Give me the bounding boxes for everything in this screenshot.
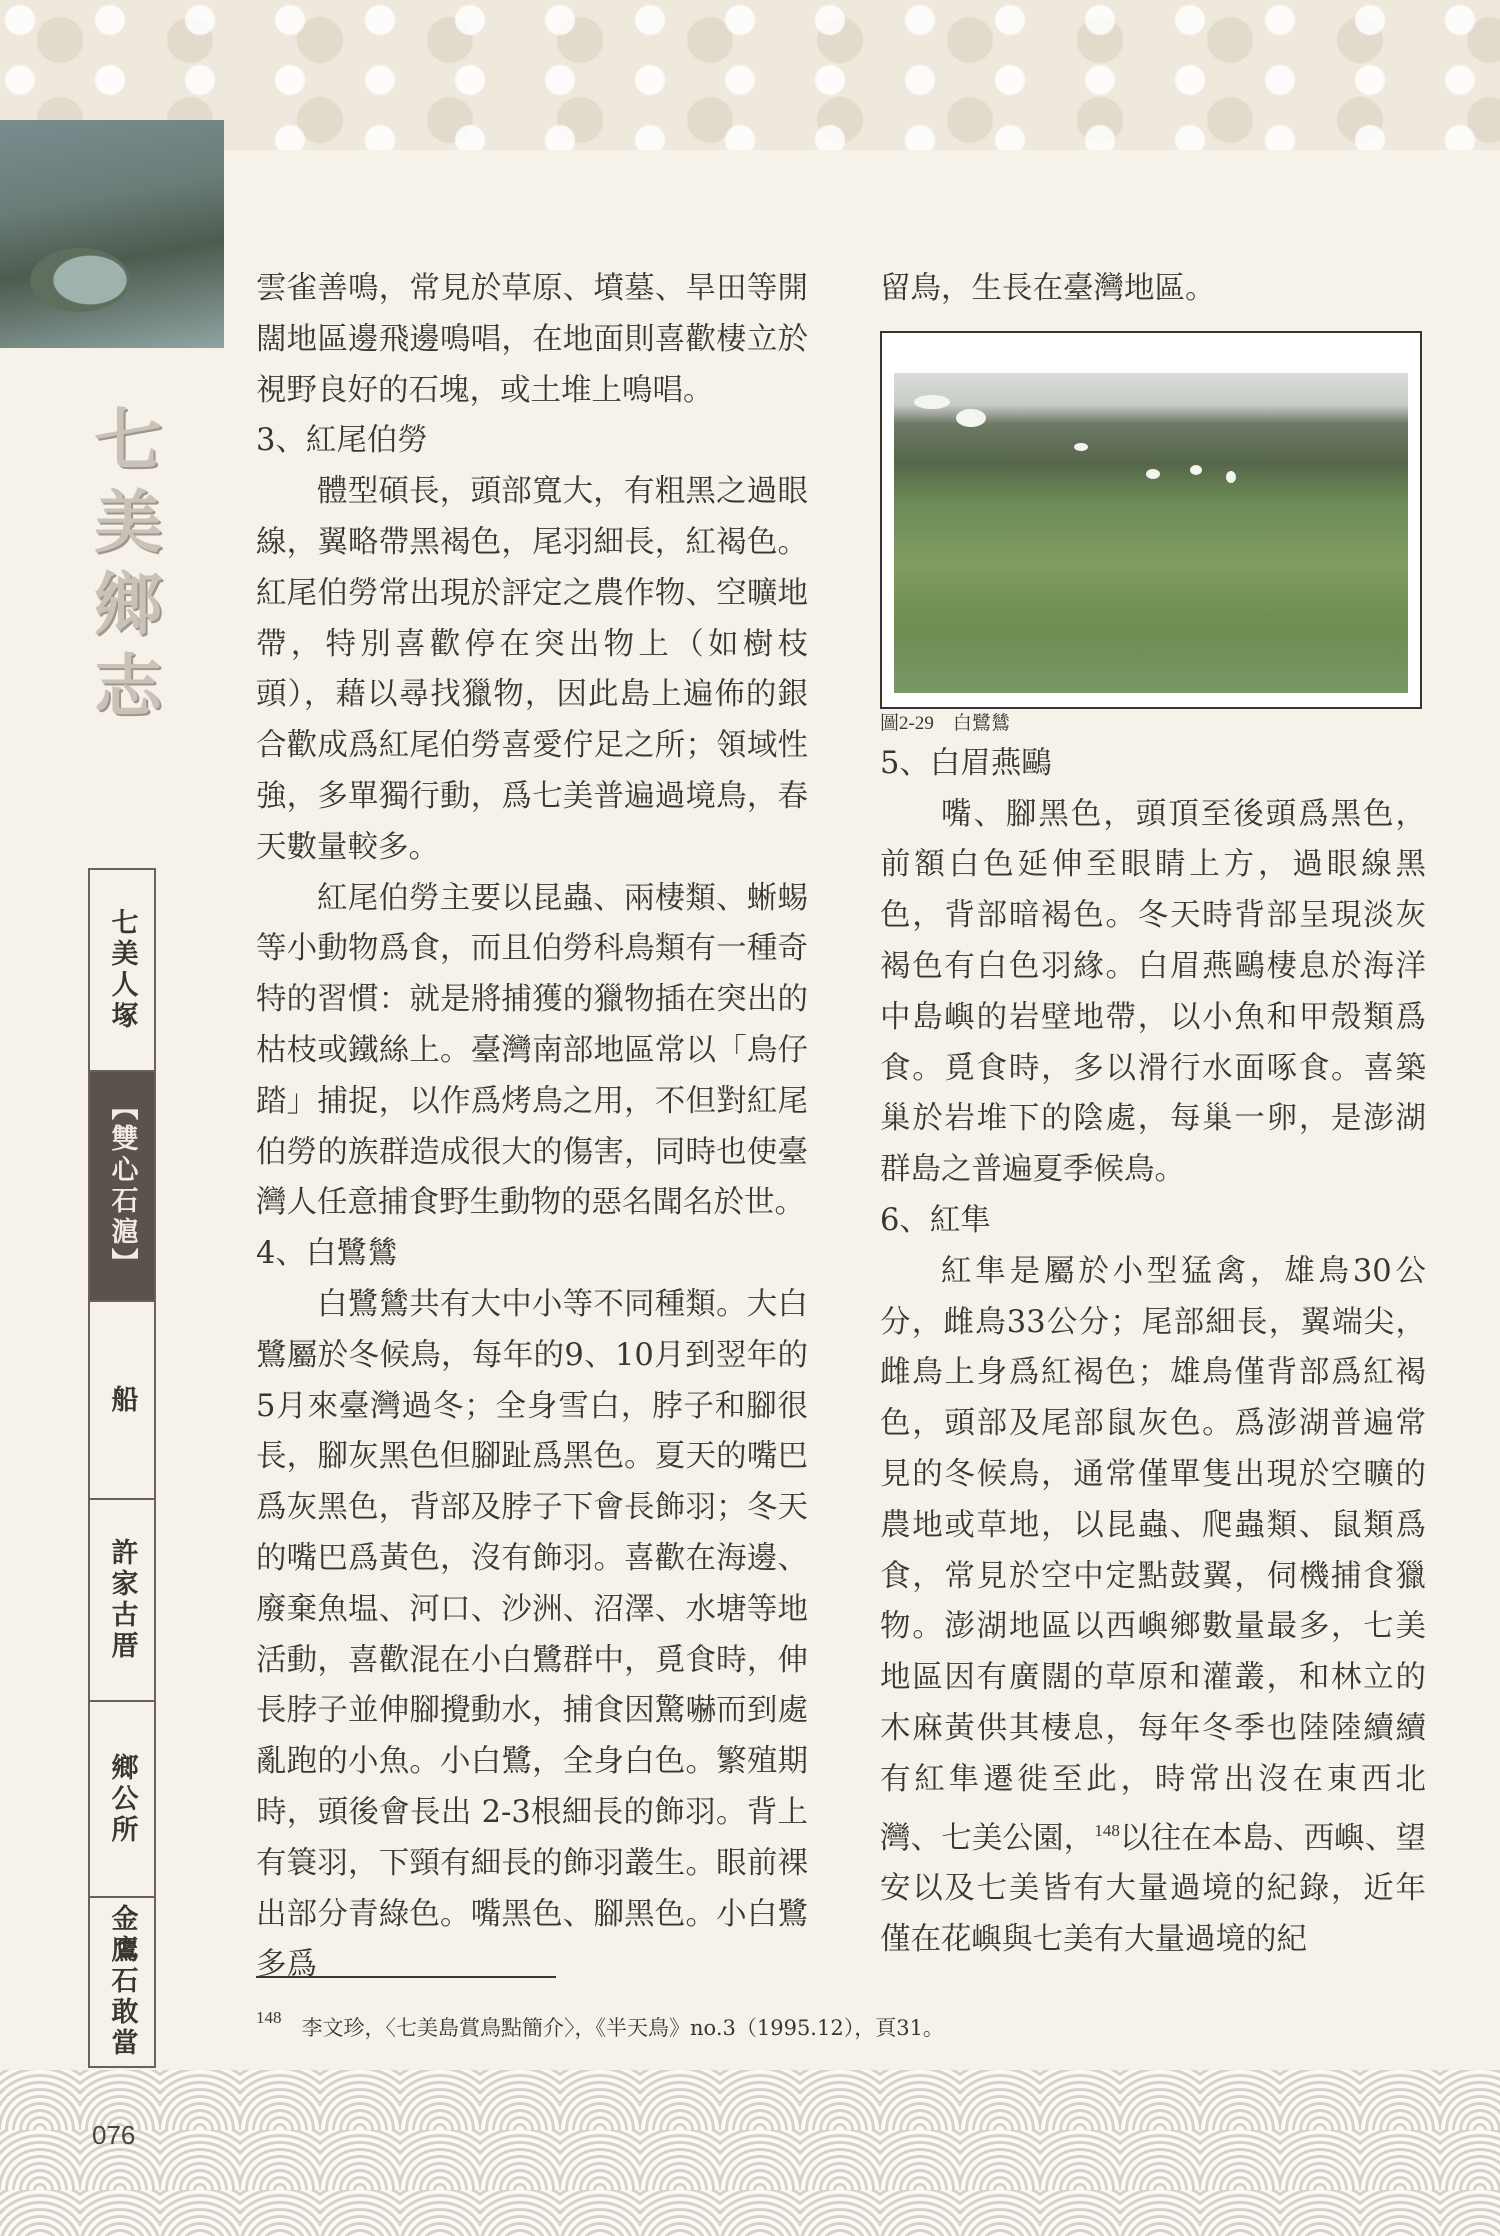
heading-bridled-tern: 5、白眉燕鷗 [880,745,1052,781]
egret-bird [1074,443,1088,451]
egret-bird [1226,471,1236,483]
egret-figure [880,331,1422,709]
paragraph-skylark: 雲雀善鳴，常見於草原、墳墓、旱田等開闊地區邊飛邊鳴唱，在地面則喜歡棲立於視野良好的石塊，或土堆上鳴唱。 [256,271,808,408]
heading-kestrel: 6、紅隼 [880,1202,991,1238]
footnote-number: 148 [256,2008,282,2027]
footnote-text: 李文珍，〈七美島賞鳥點簡介〉，《半天鳥》no.3（1995.12），頁31。 [301,2016,944,2040]
paragraph-egret: 白鷺鷥共有大中小等不同種類。大白鷺屬於冬候鳥，每年的9、10月到翌年的5月來臺灣過冬；全身雪白，脖子和腳很長，腳灰黑色但腳趾爲黑色。夏天的嘴巴爲灰黑色，背部及脖子下會長飾羽；冬天的嘴巴爲黃色，沒有飾羽。喜歡在海邊、廢棄魚塭、河口、沙洲、沼澤、水塘等地活動，喜歡混在小白鷺群中，覓食時，伸長脖子並伸腳攪動水，捕食因驚嚇而到處亂跑的小魚。小白鷺，全身白色。繁殖期時，頭後會長出 2-3根細長的飾羽。背上有簑羽，下頸有細長的飾羽叢生。眼前裸出部分青綠色。嘴黑色、腳黑色。小白鷺多爲 [256,1286,808,1983]
nav-item-golden-eagle-stone[interactable]: 金鷹石敢當 [106,1903,138,2059]
header-cloud-decoration [0,0,1500,150]
side-title: 七美鄉志 [93,401,162,727]
paragraph-shrike-2: 紅尾伯勞主要以昆蟲、兩棲類、蜥蜴等小動物爲食，而且伯勞科鳥類有一種奇特的習慣：就是將捕獲的獵物插在突出的枯枝或鐵絲上。臺灣南部地區常以「鳥仔踏」捕捉，以作爲烤鳥之用，不但對紅尾伯勞的族群造成很大的傷害，同時也使臺灣人任意捕食野生動物的惡名聞名於世。 [256,880,808,1221]
heart-stone-weir-photo [0,120,224,348]
page-number: 076 [92,2120,136,2150]
heading-egret: 4、白鷺鷥 [256,1236,398,1272]
egret-bird [1190,465,1202,475]
kestrel-text-b: 以往在本島、西嶼、望安以及七美皆有大量過境的紀錄，近年僅在花嶼與七美有大量過境的紀 [880,1820,1427,1958]
egret-bird [1146,469,1160,479]
footnote [256,2000,1426,2046]
footer-wave-decoration [0,2070,1500,2236]
nav-item-qimei-tomb[interactable]: 七美人塚 [90,870,154,1072]
egret-photo [894,373,1408,693]
egret-bird [914,395,950,409]
heading-brown-shrike: 3、紅尾伯勞 [256,423,428,459]
paragraph-bridled-tern: 嘴、腳黑色，頭頂至後頭爲黑色，前額白色延伸至眼睛上方，過眼線黑色，背部暗褐色。冬天時背部呈現淡灰褐色有白色羽緣。白眉燕鷗棲息於海洋中島嶼的岩壁地帶，以小魚和甲殼類爲食。覓食時，多以滑行水面啄食。喜築巢於岩堆下的陰處，每巢一卵，是澎湖群島之普遍夏季候鳥。 [880,796,1426,1188]
nav-item-twin-heart-weir[interactable]: 【雙心石滬】 [90,1072,154,1302]
egret-bird [956,409,986,427]
nav-item-township-office[interactable]: 鄉公所 [90,1702,154,1898]
footnote-rule [256,1976,556,1978]
footnote-ref[interactable]: 148 [1094,1820,1120,1840]
paragraph-shrike-1: 體型碩長，頭部寬大，有粗黑之過眼線，翼略帶黑褐色，尾羽細長，紅褐色。紅尾伯勞常出現於評定之農作物、空曠地帶，特別喜歡停在突出物上（如樹枝頭），藉以尋找獵物，因此島上遍佈的銀合歡成爲紅尾伯勞喜愛佇足之所；領域性強，多單獨行動，爲七美普遍過境鳥，春天數量較多。 [256,474,808,865]
paragraph-egret-cont: 留鳥，生長在臺灣地區。 [880,271,1216,306]
figure-caption: 圖2-29 白鷺鷥 [880,712,1010,734]
right-column [880,264,1426,1966]
nav-item-boat[interactable]: 船 [90,1302,154,1500]
chapter-nav [88,868,156,2068]
nav-item-hsu-house[interactable]: 許家古厝 [90,1500,154,1702]
kestrel-text-a: 紅隼是屬於小型猛禽，雄鳥30公分，雌鳥33公分；尾部細長，翼端尖，雌鳥上身爲紅褐色；雄鳥僅背部爲紅褐色，頭部及尾部鼠灰色。爲澎湖普遍常見的冬候鳥，通常僅單隻出現於空曠的農地或草地，以昆蟲、爬蟲類、鼠類爲食，常見於空中定點鼓翼，伺機捕食獵物。澎湖地區以西嶼鄉數量最多，七美地區因有廣闊的草原和灌叢，和林立的木麻黃供其棲息，每年冬季也陸陸續續有紅隼遷徙至此，時常出沒在東西北灣、七美公園， [880,1253,1426,1856]
left-column [256,264,808,1991]
paragraph-kestrel [880,1247,1426,1966]
